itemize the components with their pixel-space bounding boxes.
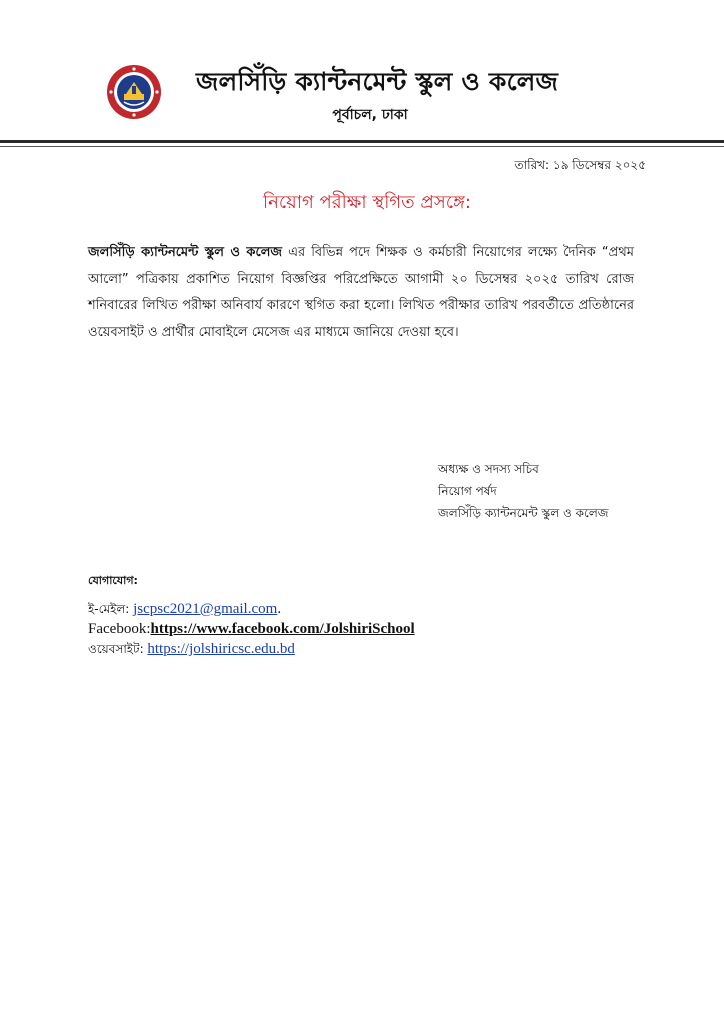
email-suffix: . [277,601,282,617]
signature-line-1: অধ্যক্ষ ও সদস্য সচিব [438,462,539,476]
contact-title: যোগাযোগ: [88,574,138,587]
contact-website-row [88,639,415,659]
notice-subject: নিয়োগ পরীক্ষা স্থগিত প্রসঙ্গে: [263,192,471,213]
header-divider-thin [0,146,724,147]
body-text: এর বিভিন্ন পদে শিক্ষক ও কর্মচারী নিয়োগের লক্ষ্যে দৈনিক “প্রথম আলো” পত্রিকায় প্রকাশিত নিয়োগ বিজ্ঞপ্তির পরিপ্রেক্ষিতে আগামী ২০ ডিসেম্বর ২০২৫ তারিখ রোজ শনিবারের লিখিত পরীক্ষা অনিবার্য কারণে স্থগিত করা হলো। লিখিত পরীক্ষার তারিখ পরবর্তীতে প্রতিষ্ঠানের ওয়েবসাইট ও প্রার্থীর মোবাইলে মেসেজ এর মাধ্যমে জানিয়ে দেওয়া হবে। [88,245,634,340]
notice-date: তারিখ: ১৯ ডিসেম্বর ২০২৫ [514,158,646,172]
email-label: ই-মেইল: [88,602,130,616]
signature-line-2: নিয়োগ পর্ষদ [438,484,497,498]
signature-block [438,458,609,524]
contact-block [88,572,415,659]
school-name-title: জলসিঁড়ি ক্যান্টনমেন্ট স্কুল ও কলেজ [195,67,559,96]
facebook-link[interactable]: https://www.facebook.com/JolshiriSchool [150,621,415,637]
contact-facebook-row [88,619,415,639]
website-label: ওয়েবসাইট: [88,642,144,656]
signature-line-3: জলসিঁড়ি ক্যান্টনমেন্ট স্কুল ও কলেজ [438,506,609,520]
school-address: পূর্বাচল, ঢাকা [332,107,408,123]
body-school-name: জলসিঁড়ি ক্যান্টনমেন্ট স্কুল ও কলেজ [88,245,283,260]
header-divider-thick [0,140,724,143]
email-link[interactable]: jscpsc2021@gmail.com [133,601,278,617]
website-link[interactable]: https://jolshiricsc.edu.bd [147,641,295,657]
notice-body [88,240,634,346]
facebook-label: Facebook: [88,621,151,637]
contact-email-row [88,599,415,619]
